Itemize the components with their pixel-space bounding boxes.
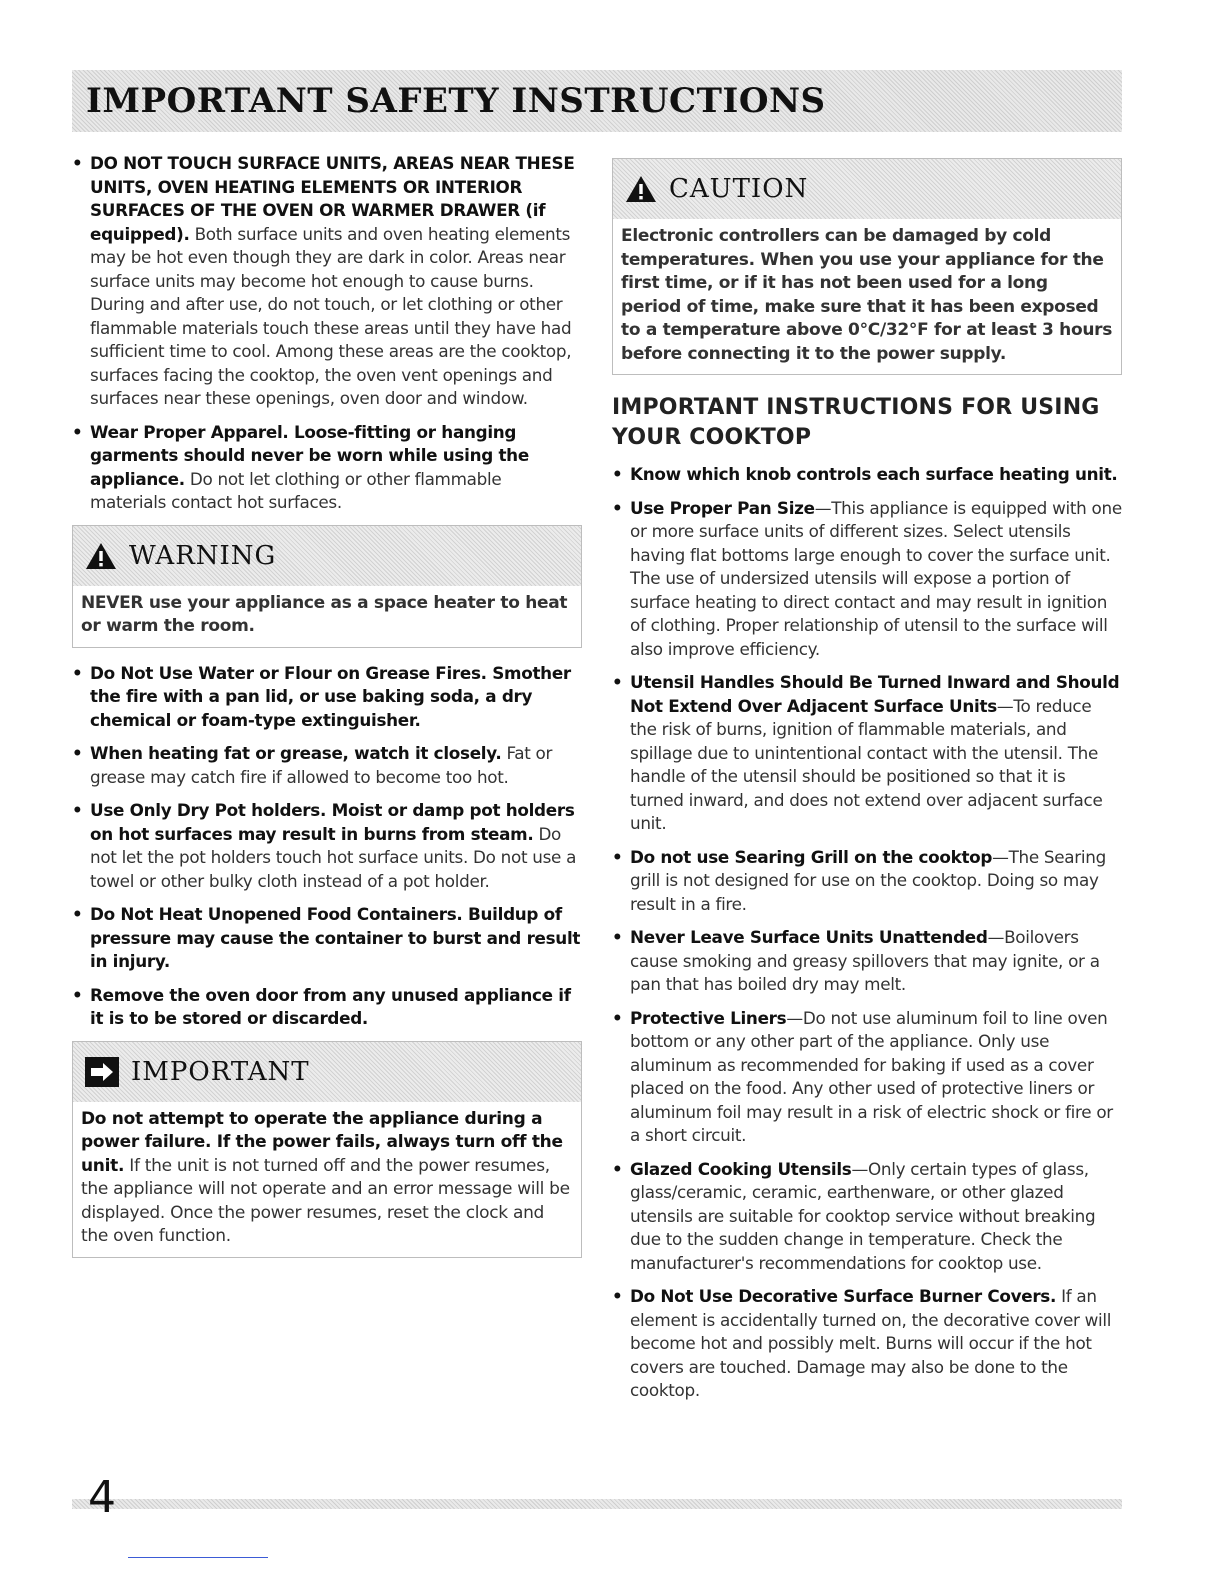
- caution-body: Electronic controllers can be damaged by cold temperatures. When you use your appliance for the first time, or if it has not been used for a long period of time, make sure that it has been exposed to a temperature above 0°C/32°F for at least 3 hours before connecting it to the power supply.: [621, 226, 1113, 364]
- caution-title: CAUTION: [669, 174, 809, 204]
- item-bold: DO NOT TOUCH SURFACE UNITS, AREAS NEAR THESE UNITS, OVEN HEATING ELEMENTS OR INTERIOR SURFACES OF THE OVEN OR WARMER DRAWER (if equipped).: [90, 153, 575, 244]
- list-item: [612, 671, 1122, 836]
- item-bold: Know which knob controls each surface heating unit.: [630, 464, 1118, 484]
- right-column: [612, 152, 1122, 1413]
- list-item: [612, 1158, 1122, 1276]
- item-bold: Do Not Heat Unopened Food Containers. Buildup of pressure may cause the container to burst and result in injury.: [90, 904, 581, 971]
- item-text: Do not let clothing or other flammable materials contact hot surfaces.: [90, 468, 502, 512]
- footer-rule: [72, 1499, 1122, 1509]
- item-text: —Only certain types of glass, glass/ceramic, ceramic, earthenware, or other glazed utensils are suitable for cooktop service without breaking due to the sudden change in temperature. Check the manufacturer's recommendations for cooktop use.: [630, 1158, 1096, 1273]
- warning-header: [73, 526, 581, 586]
- caution-box: [612, 158, 1122, 375]
- item-text: —Boilovers cause smoking and greasy spillovers that may ignite, or a pan that has boiled dry may melt.: [630, 927, 1100, 994]
- item-bold: Do not use Searing Grill on the cooktop: [630, 846, 993, 867]
- list-item: [72, 984, 582, 1031]
- list-item: [612, 1285, 1122, 1403]
- list-item: [612, 926, 1122, 997]
- page-title: IMPORTANT SAFETY INSTRUCTIONS: [86, 81, 826, 121]
- cooktop-heading: IMPORTANT INSTRUCTIONS FOR USING YOUR COOKTOP: [612, 395, 1100, 450]
- item-bold: Do Not Use Water or Flour on Grease Fires. Smother the fire with a pan lid, or use baking soda, a dry chemical or foam-type extinguisher.: [90, 662, 571, 730]
- important-box: [72, 1041, 582, 1258]
- item-bold: Use Proper Pan Size: [630, 497, 815, 518]
- page-number: 4: [88, 1472, 116, 1523]
- item-bold: Glazed Cooking Utensils: [630, 1158, 852, 1179]
- item-text: If an element is accidentally turned on, the decorative cover will become hot and possibly melt. Burns will occur if the hot covers are touched. Damage may also be done to the cooktop.: [630, 1286, 1112, 1400]
- item-text: —Do not use aluminum foil to line oven bottom or any other part of the appliance. Only use aluminum as recommended for baking if used as a cover placed on the food. Any other used of protective liners or aluminum foil may result in a risk of electric shock or fire or a short circuit.: [630, 1007, 1113, 1145]
- item-text: —The Searing grill is not designed for use on the cooktop. Doing so may result in a fire.: [630, 846, 1106, 914]
- important-bold: Do not attempt to operate the appliance during a power failure. If the power fails, always turn off the unit.: [81, 1108, 563, 1176]
- item-bold: Never Leave Surface Units Unattended: [630, 927, 988, 947]
- bottom-link-underline: [128, 1557, 268, 1558]
- item-bold: Do Not Use Decorative Surface Burner Covers.: [630, 1286, 1057, 1306]
- list-item: [612, 846, 1122, 917]
- warning-title: WARNING: [129, 540, 277, 571]
- list-item: [72, 799, 582, 893]
- item-text: Both surface units and oven heating elements may be hot even though they are dark in color. Areas near surface units may become hot enough to cause burns. During and after use, do not touch, or let clothing or other flammable materials touch these areas until they have had sufficient time to cool. Among these areas are the cooktop, surfaces facing the cooktop, the oven vent openings and surfaces near these openings, oven door and window.: [90, 223, 572, 408]
- left-column: [72, 152, 582, 1272]
- item-bold: Utensil Handles Should Be Turned Inward and Should Not Extend Over Adjacent Surface Units: [630, 672, 1120, 716]
- warning-box: [72, 525, 582, 648]
- warning-triangle-icon: [85, 542, 117, 570]
- important-arrow-icon: [85, 1057, 119, 1087]
- list-item: [612, 497, 1122, 662]
- item-bold: Use Only Dry Pot holders. Moist or damp pot holders on hot surfaces may result in burns from steam.: [90, 800, 575, 844]
- page-footer: [72, 1472, 1122, 1523]
- item-text: Do not let the pot holders touch hot surface units. Do not use a towel or other bulky cloth instead of a pot holder.: [90, 823, 577, 891]
- item-bold: Remove the oven door from any unused appliance if it is to be stored or discarded.: [90, 984, 571, 1028]
- item-text: Fat or grease may catch fire if allowed to become too hot.: [90, 743, 553, 787]
- item-bold: Wear Proper Apparel. Loose-fitting or hanging garments should never be worn while using the appliance.: [90, 421, 529, 489]
- caution-triangle-icon: [625, 175, 657, 203]
- important-title: IMPORTANT: [131, 1056, 310, 1087]
- item-bold: Protective Liners: [630, 1007, 787, 1028]
- important-text: If the unit is not turned off and the power resumes, the appliance will not operate and an error message will be displayed. Once the power resumes, reset the clock and the oven function.: [81, 1155, 570, 1246]
- warning-body: NEVER use your appliance as a space heater to heat or warm the room.: [81, 592, 568, 636]
- list-item: [612, 1007, 1122, 1148]
- list-item: [612, 463, 1122, 487]
- list-item: [72, 152, 582, 411]
- list-item: [72, 421, 582, 515]
- header-banner: [72, 70, 1122, 132]
- list-item: [72, 903, 582, 974]
- item-text: —To reduce the risk of burns, ignition of flammable materials, and spillage due to unintentional contact with the utensil. The handle of the utensil should be positioned so that it is turned inward, and does not extend over adjacent surface unit.: [630, 695, 1103, 833]
- list-item: [72, 742, 582, 789]
- caution-header: [613, 159, 1121, 219]
- item-bold: When heating fat or grease, watch it closely.: [90, 743, 502, 763]
- important-header: [73, 1042, 581, 1102]
- important-body: [73, 1102, 581, 1257]
- item-text: —This appliance is equipped with one or more surface units of different sizes. Select utensils having flat bottoms large enough to cover the surface unit. The use of undersized utensils will expose a portion of surface heating to direct contact and may result in ignition of clothing. Proper relationship of utensil to the surface will also improve efficiency.: [630, 497, 1122, 659]
- list-item: [72, 662, 582, 733]
